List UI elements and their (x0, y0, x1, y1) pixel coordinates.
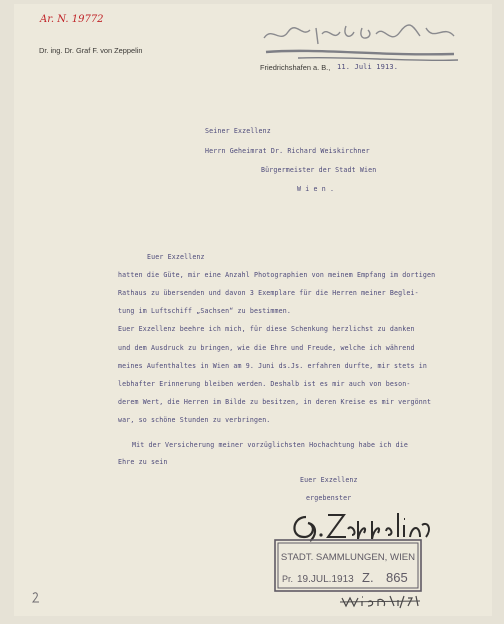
body-line: Rathaus zu übersenden und davon 3 Exemplare für die Herren meiner Beglei- (118, 289, 419, 297)
body-line: derem Wert, die Herren im Bilde zu besitzen, in deren Kreise es mir vergönnt (118, 398, 432, 406)
letterhead-name: Dr. ing. Dr. Graf F. von Zeppelin (39, 46, 143, 55)
address-line-3: Bürgermeister der Stadt Wien (261, 166, 377, 174)
letterhead-place: Friedrichshafen a. B., (260, 63, 331, 72)
stamp-date: 19.JUL.1913 (297, 574, 354, 585)
body-line: war, so schöne Stunden zu verbringen. (118, 416, 271, 424)
signature (288, 503, 438, 543)
pencil-note-mark (258, 18, 464, 66)
stamp-letter: Z. (362, 570, 374, 585)
letter-date: 11. Juli 1913. (337, 63, 399, 71)
body-line: Ehre zu sein (118, 458, 168, 466)
stamp-number: 865 (386, 570, 408, 585)
salutation: Euer Exzellenz (147, 253, 205, 261)
closing-line-2: ergebenster (306, 494, 352, 502)
body-line: Mit der Versicherung meiner vorzüglichsten Hochachtung habe ich die (132, 441, 409, 449)
stamp-line-1: STADT. SAMMLUNGEN, WIEN (280, 552, 416, 563)
handwritten-footer (338, 592, 422, 612)
body-line: lebhafter Erinnerung bleiben werden. Deshalb ist es mir auch von beson- (118, 380, 411, 388)
address-line-4: W i e n . (297, 185, 335, 193)
stamp-prefix: Pr. (282, 574, 294, 584)
address-line-1: Seiner Exzellenz (205, 127, 271, 135)
body-line: meines Aufenthaltes in Wien am 9. Juni ds.Js. erfahren durfte, mir stets in (118, 362, 427, 370)
body-line: und dem Ausdruck zu bringen, wie die Ehre und Freude, welche ich während (118, 344, 415, 352)
body-line: Euer Exzellenz beehre ich mich, für diese Schenkung herzlichst zu danken (118, 325, 415, 333)
archive-stamp (274, 539, 422, 592)
corner-mark (30, 590, 42, 604)
body-line: hatten die Güte, mir eine Anzahl Photographien von meinem Empfang im dortigen (118, 271, 436, 279)
body-line: tung im Luftschiff „Sachsen“ zu bestimmen. (118, 307, 292, 315)
address-line-2: Herrn Geheimrat Dr. Richard Weiskirchner (205, 147, 370, 155)
closing-line-1: Euer Exzellenz (300, 476, 358, 484)
archive-number: Ar. N. 19772 (40, 14, 104, 25)
